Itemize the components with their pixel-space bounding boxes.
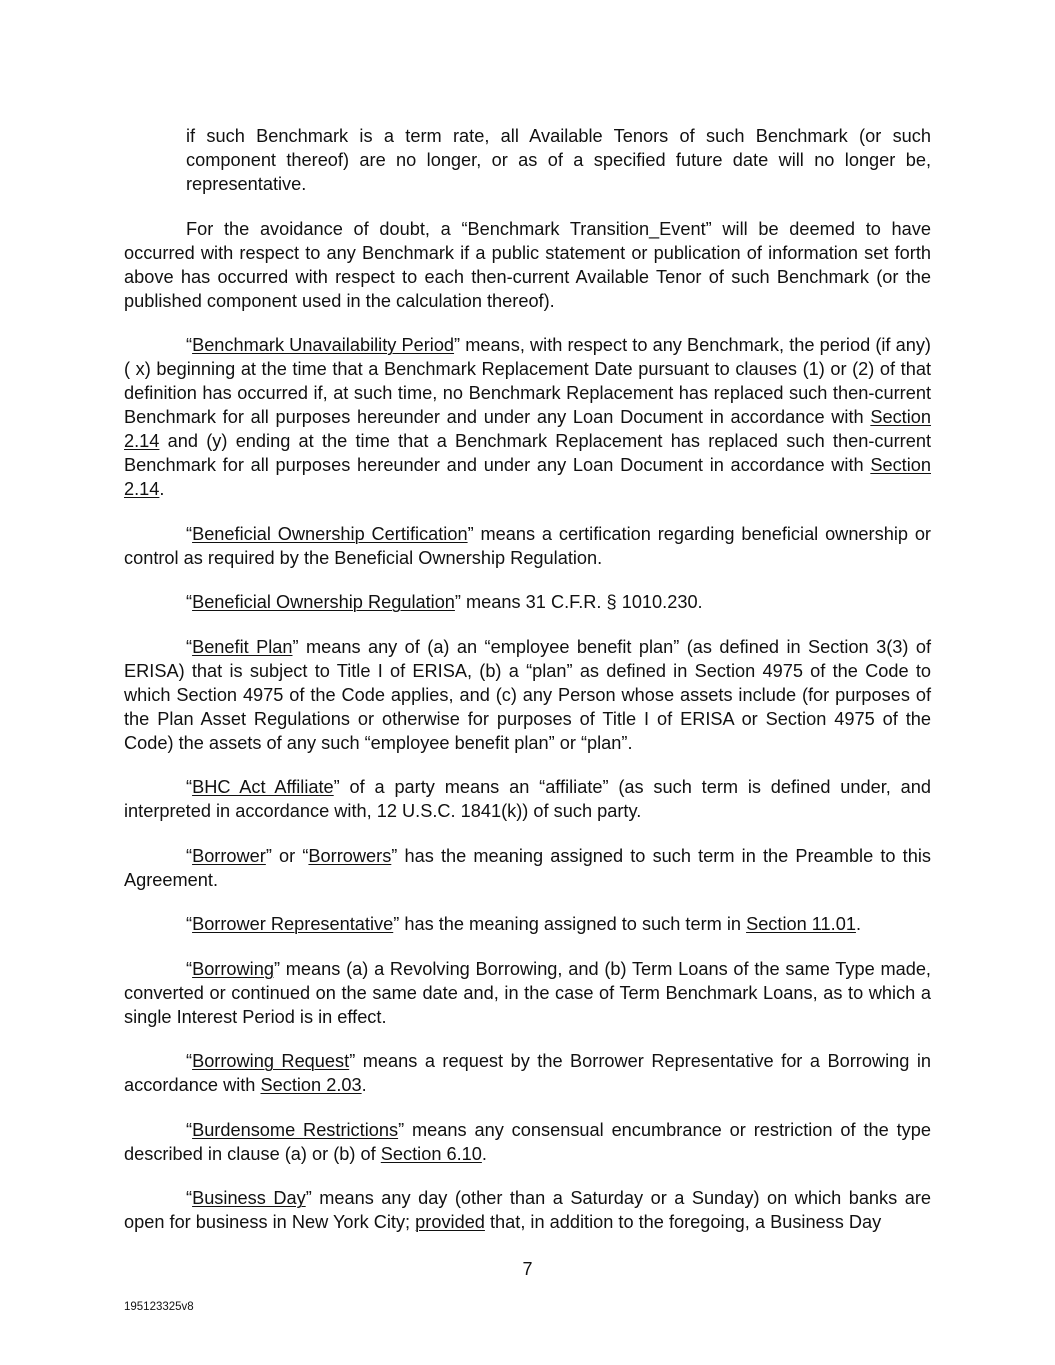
defined-term: Burdensome Restrictions: [192, 1119, 399, 1140]
defined-term: Borrower: [192, 845, 266, 866]
paragraph-text: .: [855, 914, 862, 934]
paragraph-text: ” means, with respect to any Benchmark, the period (if any) ( x) beginning at the time that a Benchmark Replacement Date pursuant to clauses (1) or (2) of that definition has occurred if, at such time, no Benchmark Replacement has replaced such then-current Benchmark for all purposes hereunder and under any Loan Document in accordance with: [124, 335, 931, 427]
paragraph-text: ” or “: [265, 845, 309, 866]
defined-term: Benefit Plan: [192, 636, 293, 657]
paragraph-text: that, in addition to the foregoing, a Business Day: [484, 1212, 882, 1232]
paragraph-text: “: [186, 914, 193, 934]
defined-term: BHC Act Affiliate: [192, 777, 334, 797]
definition-paragraph: [124, 775, 931, 823]
paragraph-text: ” of a party means an “affiliate” (as such term is defined under, and interpreted in accordance with, 12 U.S.C. 1841(k)) of such party.: [124, 777, 931, 821]
paragraph-text: “: [186, 636, 193, 657]
document-id: 195123325v8: [124, 1301, 194, 1313]
paragraph-text: “: [186, 592, 193, 612]
paragraph-text: “: [186, 1051, 193, 1071]
defined-term: Borrowers: [308, 845, 392, 866]
defined-term: Borrowing: [192, 958, 274, 979]
defined-term: Beneficial Ownership Regulation: [192, 592, 455, 612]
paragraph-text: ” means any consensual encumbrance or restriction of the type described in clause (a) or (b) of: [124, 1119, 931, 1164]
defined-term: Beneficial Ownership Certification: [192, 523, 468, 544]
paragraph-text: “: [186, 845, 193, 866]
paragraph-text: ” means a certification regarding beneficial ownership or control as required by the Beneficial Ownership Regulation.: [124, 523, 931, 568]
paragraph-text: .: [361, 1075, 367, 1095]
defined-term: Borrower Representative: [192, 914, 394, 934]
defined-term: Section 11.01: [746, 914, 856, 934]
defined-term: Benchmark Unavailability Period: [192, 335, 455, 355]
defined-term: Borrowing Request: [192, 1051, 350, 1071]
paragraph-text: and (y) ending at the time that a Benchmark Replacement has replaced such then-current Benchmark for all purposes hereunder and under any Loan Document in accordance with: [124, 431, 931, 475]
definition-paragraph: [124, 912, 931, 936]
defined-term: Section 2.03: [260, 1075, 362, 1095]
paragraph-text: ” means any of (a) an “employee benefit plan” (as defined in Section 3(3) of ERISA) that is subject to Title I of ERISA, (b) a “plan” as defined in Section 4975 of the Code to which Section 4975 of the Code applies, and (c) any Person whose assets include (for purposes of the Plan Asset Regulations or otherwise for purposes of Title I of ERISA or Section 4975 of the Code) the assets of any such “employee benefit plan” or “plan”.: [124, 636, 931, 753]
defined-term: Business Day: [192, 1188, 306, 1208]
paragraph-text: if such Benchmark is a term rate, all Available Tenors of such Benchmark (or such component thereof) are no longer, or as of a specified future date will no longer be, representative.: [186, 126, 931, 194]
paragraph-text: “: [186, 1119, 193, 1140]
paragraph-text: .: [159, 479, 165, 499]
body-paragraph: [124, 124, 931, 196]
paragraph-text: ” means (a) a Revolving Borrowing, and (b) Term Loans of the same Type made, converted or continued on the same date and, in the case of Term Benchmark Loans, as to which a single Interest Period is in effect.: [124, 958, 931, 1027]
page-number: 7: [522, 1259, 533, 1279]
defined-term: Section 2.14: [124, 455, 931, 499]
paragraph-text: “: [186, 523, 193, 544]
paragraph-text: “: [186, 958, 193, 979]
paragraph-text: “: [186, 335, 193, 355]
paragraph-text: For the avoidance of doubt, a “Benchmark Transition_Event” will be deemed to have occurred with respect to any Benchmark if a public statement or publication of information set forth above has occurred with respect to each then-current Available Tenor of such Benchmark (or the published component used in the calculation thereof).: [124, 218, 931, 311]
paragraph-text: “: [186, 777, 193, 797]
definition-paragraph: [124, 333, 931, 501]
document-body: [124, 124, 931, 1255]
definition-paragraph: [124, 844, 931, 892]
definition-paragraph: [124, 957, 931, 1029]
paragraph-text: .: [481, 1143, 487, 1164]
paragraph-text: ” has the meaning assigned to such term in: [393, 914, 747, 934]
definition-paragraph: [124, 590, 931, 614]
paragraph-text: “: [186, 1188, 193, 1208]
definition-paragraph: [124, 635, 931, 755]
definition-paragraph: [124, 1186, 931, 1234]
definition-paragraph: [124, 1049, 931, 1097]
paragraph-text: ” means any day (other than a Saturday or a Sunday) on which banks are open for business in New York City;: [124, 1188, 931, 1232]
defined-term: Section 6.10: [380, 1143, 482, 1164]
definition-paragraph: [124, 1118, 931, 1166]
paragraph-text: ” has the meaning assigned to such term in the Preamble to this Agreement.: [124, 845, 931, 890]
paragraph-text: ” means 31 C.F.R. § 1010.230.: [454, 592, 703, 612]
paragraph-text: ” means a request by the Borrower Representative for a Borrowing in accordance with: [124, 1051, 931, 1095]
body-paragraph: [124, 217, 931, 313]
defined-term: Section 2.14: [124, 407, 931, 451]
definition-paragraph: [124, 522, 931, 570]
defined-term: provided: [415, 1212, 485, 1232]
